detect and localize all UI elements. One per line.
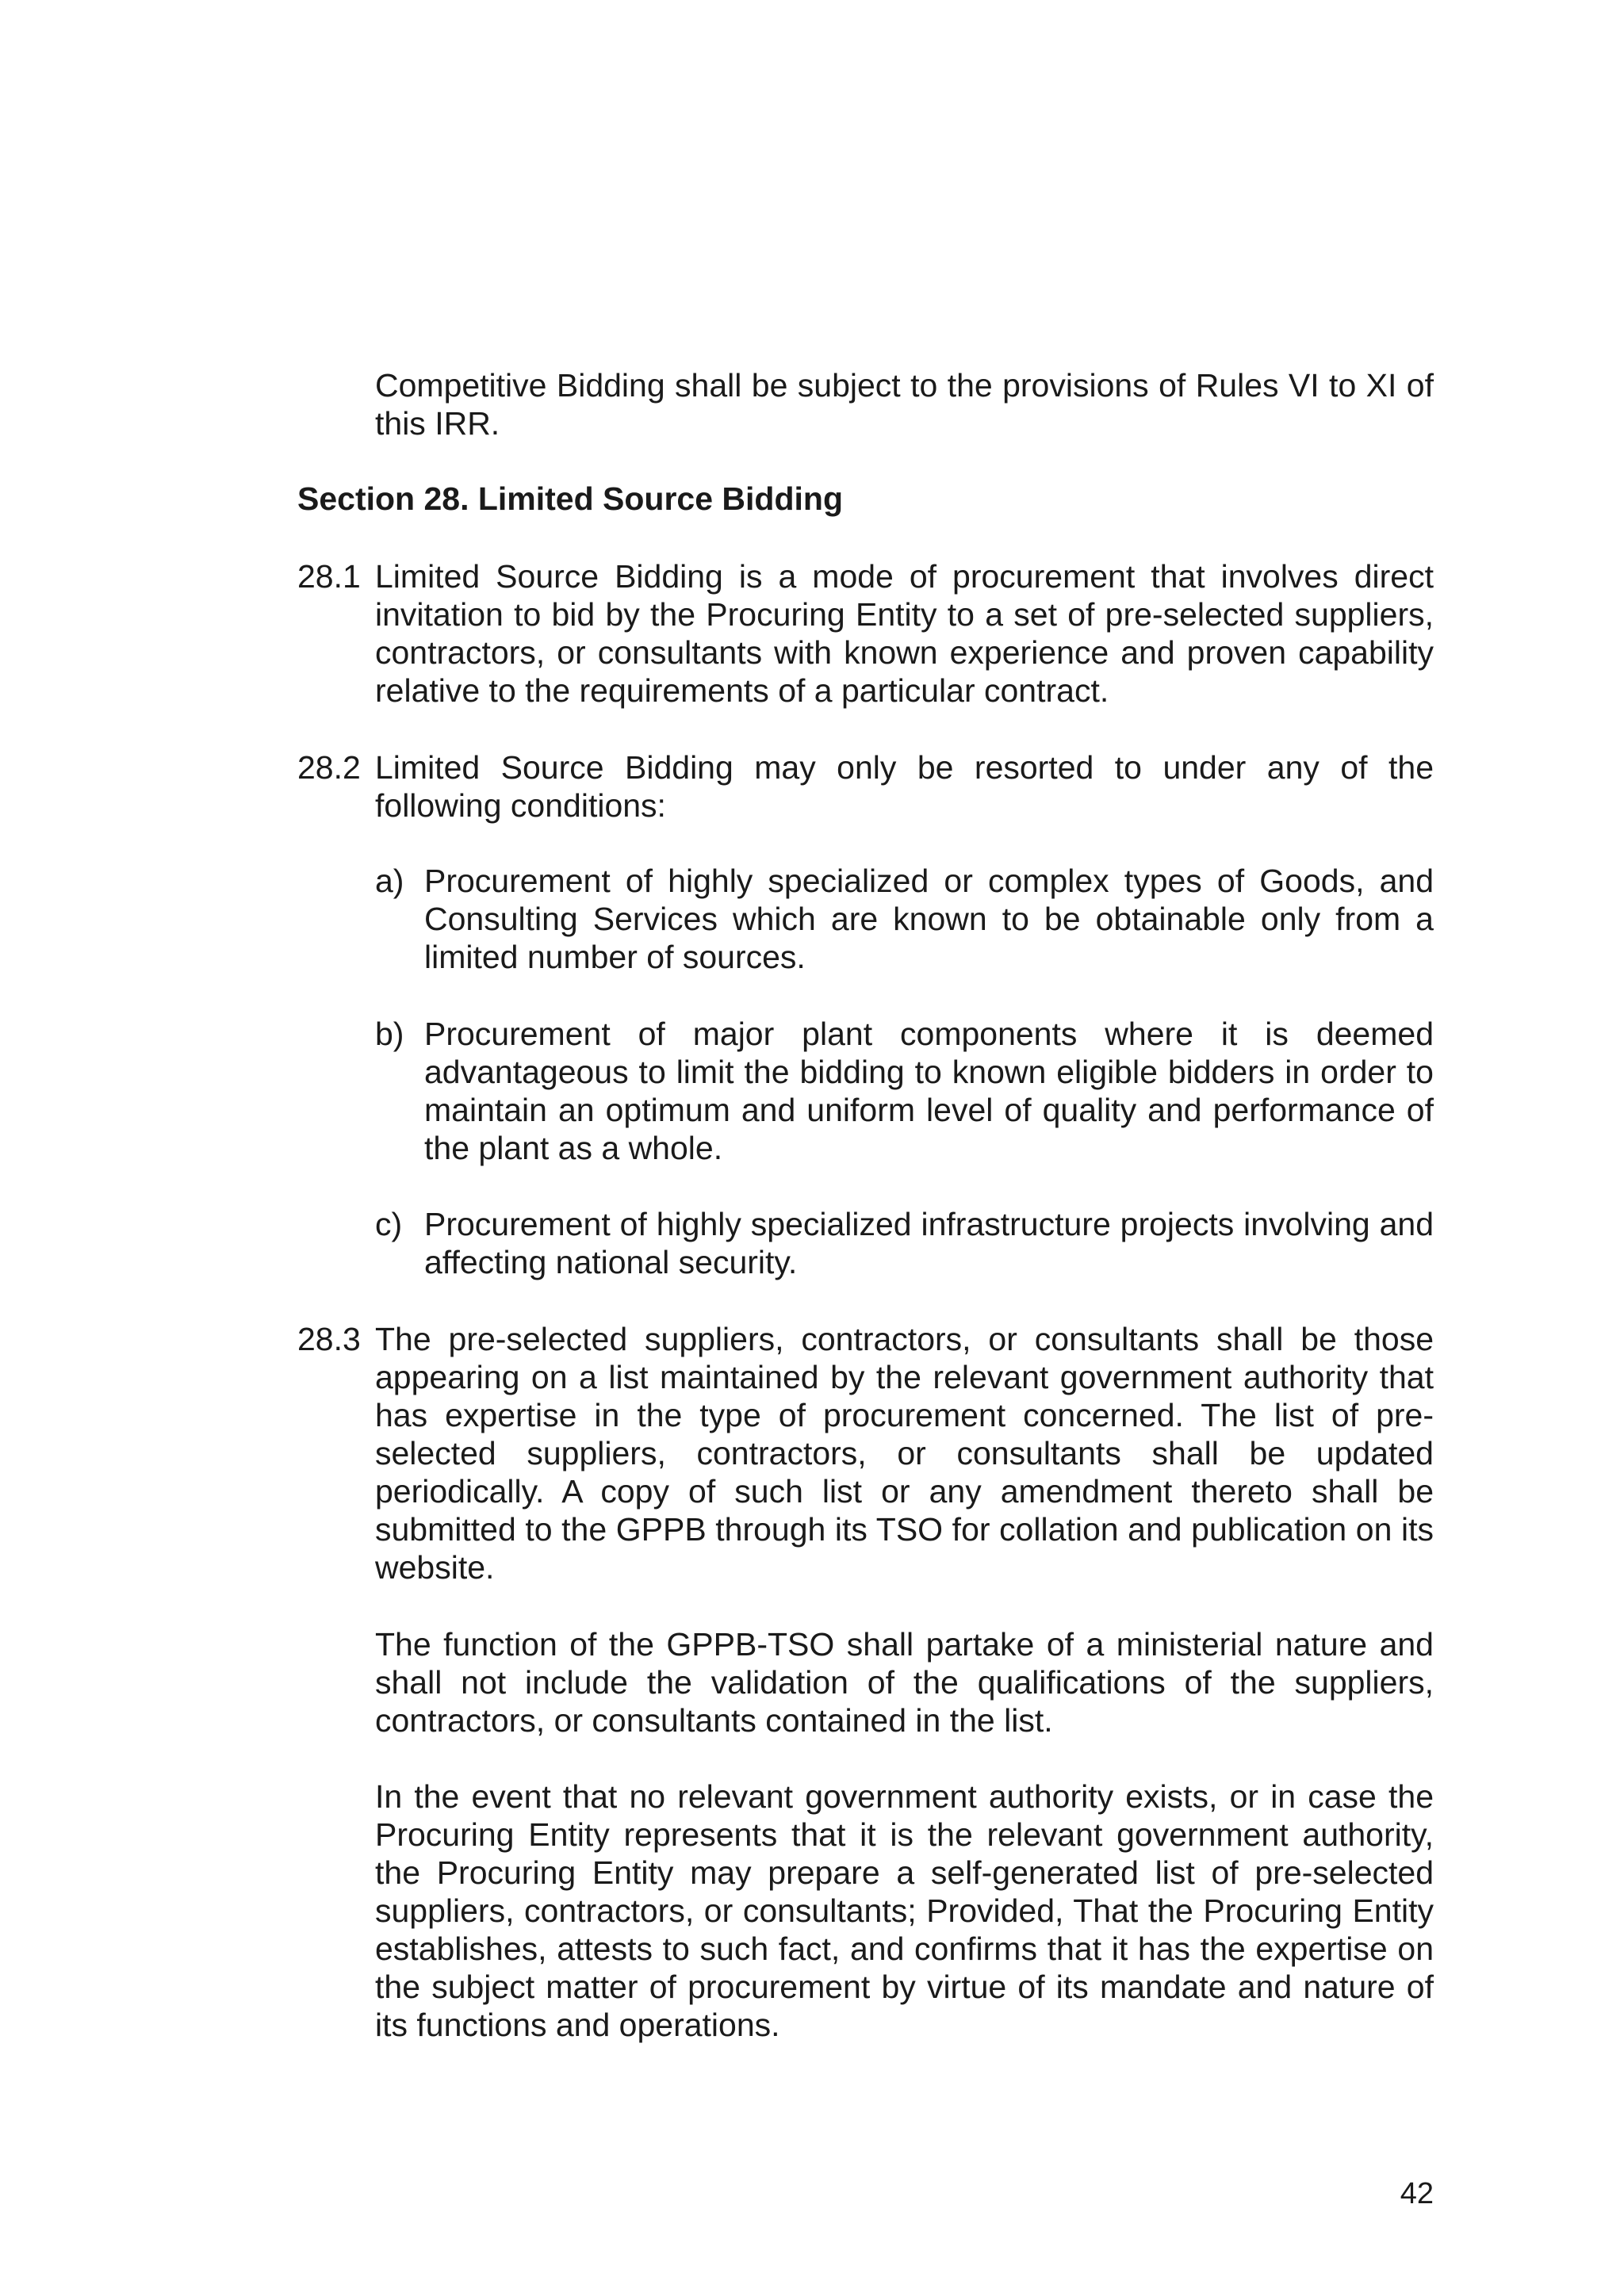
list-item-b-text: Procurement of major plant components where it is deemed advantageous to limit the bidding to known eligible bidders in order to maintain an optimum and uniform level of quality and performance of the plant as a whole. [424, 1016, 1434, 1166]
clause-number-28-2: 28.2 [297, 749, 361, 786]
clause-28-3-text: The pre-selected suppliers, contractors, or consultants shall be those appearing on a list maintained by the relevant government authority that has expertise in the type of procurement concerned. The list of pre-selected suppliers, contractors, or consultants shall be updated periodically. A copy of such list or any amendment thereto shall be submitted to the GPPB through its TSO for collation and publication on its website. [375, 1321, 1434, 1586]
clause-number-28-3: 28.3 [297, 1321, 361, 1357]
clause-28-1-text: Limited Source Bidding is a mode of procurement that involves direct invitation to bid by the Procuring Entity to a set of pre-selected suppliers, contractors, or consultants with known experience and proven capability relative to the requirements of a particular contract. [375, 558, 1434, 709]
list-item-a-text: Procurement of highly specialized or complex types of Goods, and Consulting Services which are known to be obtainable only from a limited number of sources. [424, 863, 1434, 975]
list-item-label-a: a) [375, 863, 404, 899]
section-title: Section 28. Limited Source Bidding [297, 480, 843, 517]
list-item-label-c: c) [375, 1206, 403, 1242]
clause-number-28-1: 28.1 [297, 558, 361, 595]
clause-28-3-paragraph-2: The function of the GPPB-TSO shall partake of a ministerial nature and shall not include the validation of the qualifications of the suppliers, contractors, or consultants contained in the list. [375, 1626, 1434, 1739]
clause-28-2-text: Limited Source Bidding may only be resorted to under any of the following conditions: [375, 749, 1434, 824]
page-number: 42 [1400, 2177, 1434, 2210]
clause-28-3-paragraph-3: In the event that no relevant government authority exists, or in case the Procuring Entity represents that it is the relevant government authority, the Procuring Entity may prepare a self-generated list of pre-selected suppliers, contractors, or consultants; Provided, That the Procuring Entity establishes, attests to such fact, and confirms that it has the expertise on the subject matter of procurement by virtue of its mandate and nature of its functions and operations. [375, 1778, 1434, 2043]
list-item-label-b: b) [375, 1016, 404, 1052]
list-item-c-text: Procurement of highly specialized infrastructure projects involving and affecting national security. [424, 1206, 1434, 1280]
intro-paragraph: Competitive Bidding shall be subject to the provisions of Rules VI to XI of this IRR. [375, 367, 1434, 442]
